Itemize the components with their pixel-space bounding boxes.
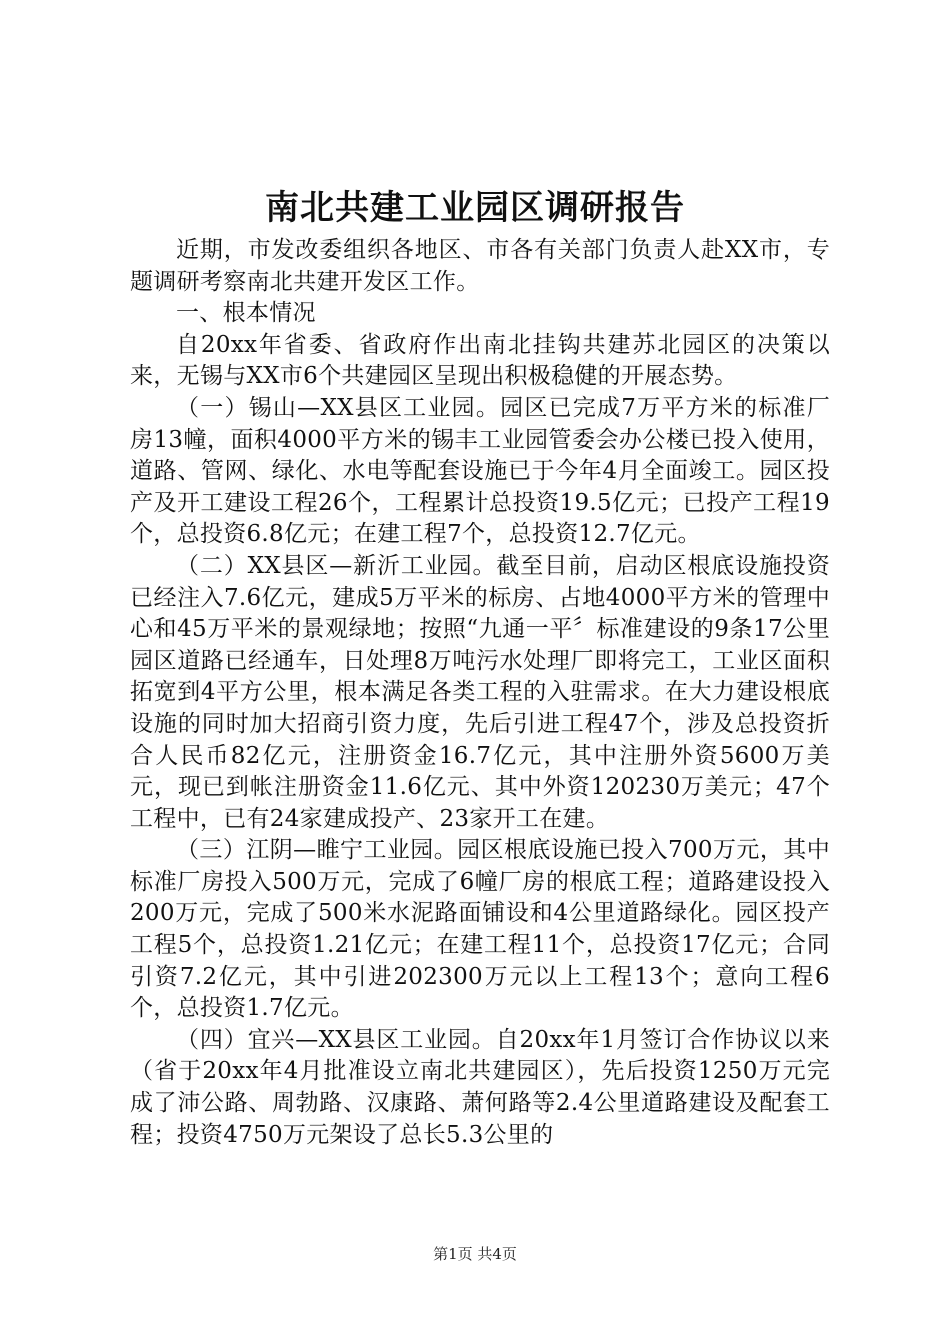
paragraph-overview: 自20xx年省委、省政府作出南北挂钩共建苏北园区的决策以来，无锡与XX市6个共建园区呈现出积极稳健的开展态势。 <box>130 331 830 390</box>
document-title: 南北共建工业园区调研报告 <box>265 188 685 228</box>
document-body <box>130 235 830 1151</box>
paragraph-park-3: （三）江阴—睢宁工业园。园区根底设施已投入700万元，其中标准厂房投入500万元，完成了6幢厂房的根底工程；道路建设投入200万元，完成了500米水泥路面铺设和4公里道路绿化。园区投产工程5个，总投资1.21亿元；在建工程11个，总投资17亿元；合同引资7.2亿元，其中引进202300万元以上工程13个；意向工程6个，总投资1.7亿元。 <box>130 837 830 1022</box>
page-footer: 第1页 共4页 <box>433 1245 517 1263</box>
paragraph-intro: 近期，市发改委组织各地区、市各有关部门负责人赴XX市，专题调研考察南北共建开发区工作。 <box>130 237 830 295</box>
section-heading: 一、根本情况 <box>176 300 316 327</box>
paragraph-park-4: （四）宜兴—XX县区工业园。自20xx年1月签订合作协议以来（省于20xx年4月批准设立南北共建园区），先后投资1250万元完成了沛公路、周勃路、汉康路、萧何路等2.4公里道路建设及配套工程；投资4750万元架设了总长5.3公里的 <box>130 1026 830 1148</box>
paragraph-park-1: （一）锡山—XX县区工业园。园区已完成7万平方米的标准厂房13幢，面积4000平方米的锡丰工业园管委会办公楼已投入使用，道路、管网、绿化、水电等配套设施已于今年4月全面竣工。园区投产及开工建设工程26个，工程累计总投资19.5亿元；已投产工程19个，总投资6.8亿元；在建工程7个，总投资12.7亿元。 <box>130 394 830 548</box>
paragraph-park-2: （二）XX县区—新沂工业园。截至目前，启动区根底设施投资已经注入7.6亿元，建成5万平米的标房、占地4000平方米的管理中心和45万平米的景观绿地；按照“九通一平〞标准建设的9条17公里园区道路已经通车，日处理8万吨污水处理厂即将完工，工业区面积拓宽到4平方公里，根本满足各类工程的入驻需求。在大力建设根底设施的同时加大招商引资力度，先后引进工程47个，涉及总投资折合人民币82亿元，注册资金16.7亿元，其中注册外资5600万美元，现已到帐注册资金11.6亿元、其中外资120230万美元；47个工程中，已有24家建成投产、23家开工在建。 <box>130 552 830 832</box>
